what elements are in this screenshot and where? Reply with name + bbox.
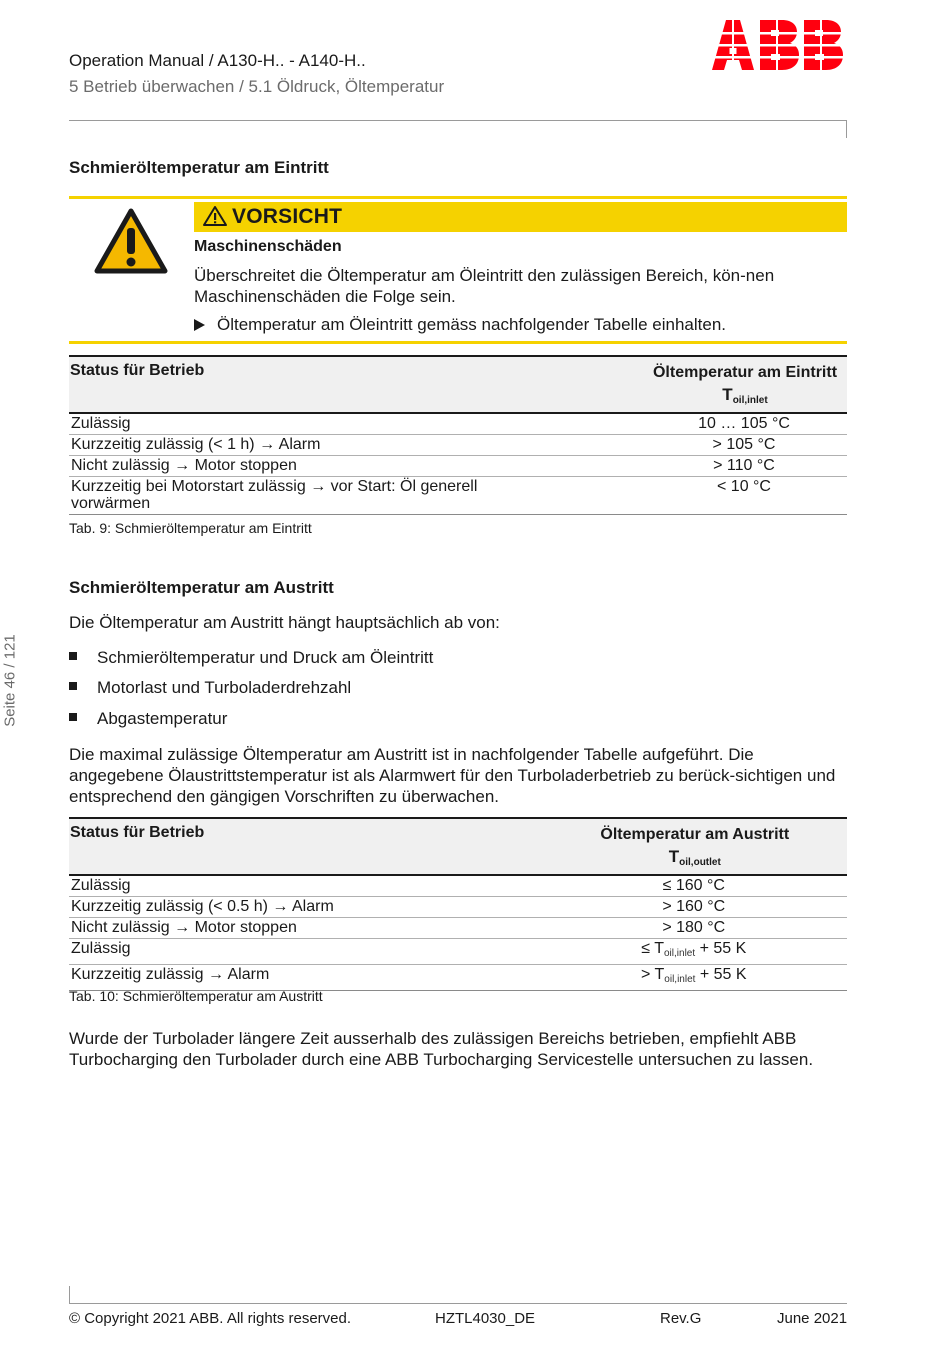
table-row <box>69 939 847 965</box>
bullet-square-icon <box>69 713 77 721</box>
warning-step-text: Öltemperatur am Öleintritt gemäss nachfolgender Tabelle einhalten. <box>217 315 727 334</box>
table-header-row <box>69 818 847 875</box>
warning-bottom-rule <box>69 341 847 344</box>
list-item <box>69 648 433 668</box>
column-header-temperature-label: Öltemperatur am Austritt <box>600 826 790 843</box>
table-oil-outlet <box>69 817 847 991</box>
column-header-temperature <box>443 818 847 875</box>
section-heading-inlet: Schmieröltemperatur am Eintritt <box>69 158 329 177</box>
row-value: > 105 °C <box>543 435 847 456</box>
column-header-temperature-label: Öltemperatur am Eintritt <box>652 364 838 381</box>
step-arrow-icon <box>194 319 205 331</box>
row-value: > Toil,inlet + 55 K <box>443 965 847 991</box>
intro-paragraph: Die Öltemperatur am Austritt hängt hauptsächlich ab von: <box>69 613 500 632</box>
closing-paragraph: Wurde der Turbolader längere Zeit ausserhalb des zulässigen Bereichs betrieben, empfiehlt ABB Turbocharging den Turbolader durch eine ABB Turbocharging Servicestelle untersuchen zu lassen. <box>69 1029 814 1069</box>
row-status: Nicht zulässig → Motor stoppen <box>69 456 543 477</box>
column-header-symbol: Toil,inlet <box>722 385 768 406</box>
warning-level: VORSICHT <box>232 205 343 228</box>
manual-title: Operation Manual / A130-H.. - A140-H.. <box>69 51 366 70</box>
bullet-square-icon <box>69 682 77 690</box>
column-header-status: Status für Betrieb <box>69 818 443 875</box>
table-row <box>69 435 847 456</box>
footer-doc-id: HZTL4030_DE <box>435 1310 536 1327</box>
row-status: Zulässig <box>69 939 443 965</box>
warning-body: Überschreitet die Öltemperatur am Öleintritt den zulässigen Bereich, kön-nen Maschinenschäden die Folge sein. <box>194 266 775 306</box>
row-status: Kurzzeitig zulässig (< 0.5 h) → Alarm <box>69 897 443 918</box>
row-status: Nicht zulässig → Motor stoppen <box>69 918 443 939</box>
row-status: Zulässig <box>69 413 543 435</box>
warning-triangle-icon <box>94 208 168 279</box>
row-value: > 160 °C <box>443 897 847 918</box>
table-header-row <box>69 356 847 413</box>
column-header-status: Status für Betrieb <box>69 356 543 413</box>
breadcrumb: 5 Betrieb überwachen / 5.1 Öldruck, Öltemperatur <box>69 77 445 96</box>
warning-step <box>194 315 726 335</box>
row-status: Kurzzeitig zulässig → Alarm <box>69 965 443 991</box>
header-rule-tick <box>846 120 847 138</box>
table-caption-inlet: Tab. 9: Schmieröltemperatur am Eintritt <box>69 520 312 536</box>
table-intro-paragraph: Die maximal zulässige Öltemperatur am Austritt ist in nachfolgender Tabelle aufgeführt. Die angegebene Ölaustrittstemperatur ist als Alarmwert für den Turboladerbetrieb zu berück-sichtigen und entsprechend den gängigen Vorschriften zu überwachen. <box>69 745 836 806</box>
row-value: ≤ 160 °C <box>443 875 847 897</box>
row-value: > 110 °C <box>543 456 847 477</box>
bullet-square-icon <box>69 652 77 660</box>
warning-subtitle: Maschinenschäden <box>194 238 342 255</box>
footer-date: June 2021 <box>777 1310 848 1327</box>
footer-revision: Rev.G <box>660 1310 702 1327</box>
table-row <box>69 875 847 897</box>
table-row <box>69 897 847 918</box>
list-item <box>69 709 227 729</box>
abb-logo <box>712 20 848 77</box>
list-item-text: Motorlast und Turboladerdrehzahl <box>97 678 352 697</box>
footer-copyright: © Copyright 2021 ABB. All rights reserved. <box>69 1310 352 1327</box>
table-row <box>69 477 847 515</box>
table-row <box>69 456 847 477</box>
column-header-temperature <box>543 356 847 413</box>
footer-rule-tick <box>69 1286 70 1304</box>
row-value: ≤ Toil,inlet + 55 K <box>443 939 847 965</box>
section-heading-outlet: Schmieröltemperatur am Austritt <box>69 578 334 597</box>
row-value: < 10 °C <box>543 477 847 515</box>
footer-rule <box>69 1303 847 1304</box>
row-value: > 180 °C <box>443 918 847 939</box>
warning-top-rule <box>69 196 847 199</box>
table-row <box>69 413 847 435</box>
row-value: 10 … 105 °C <box>543 413 847 435</box>
row-status: Zulässig <box>69 875 443 897</box>
row-status: Kurzzeitig bei Motorstart zulässig → vor Start: Öl generell vorwärmen <box>69 477 543 515</box>
row-status: Kurzzeitig zulässig (< 1 h) → Alarm <box>69 435 543 456</box>
column-header-symbol: Toil,outlet <box>668 847 721 868</box>
table-row <box>69 918 847 939</box>
header-rule <box>69 120 847 121</box>
list-item <box>69 678 351 698</box>
list-item-text: Abgastemperatur <box>97 709 228 728</box>
page-indicator: Seite 46 / 121 <box>1 634 19 727</box>
warning-small-icon <box>202 205 228 232</box>
list-item-text: Schmieröltemperatur und Druck am Öleintritt <box>97 648 434 667</box>
table-oil-inlet <box>69 355 847 515</box>
table-row <box>69 965 847 991</box>
table-caption-outlet: Tab. 10: Schmieröltemperatur am Austritt <box>69 988 323 1004</box>
